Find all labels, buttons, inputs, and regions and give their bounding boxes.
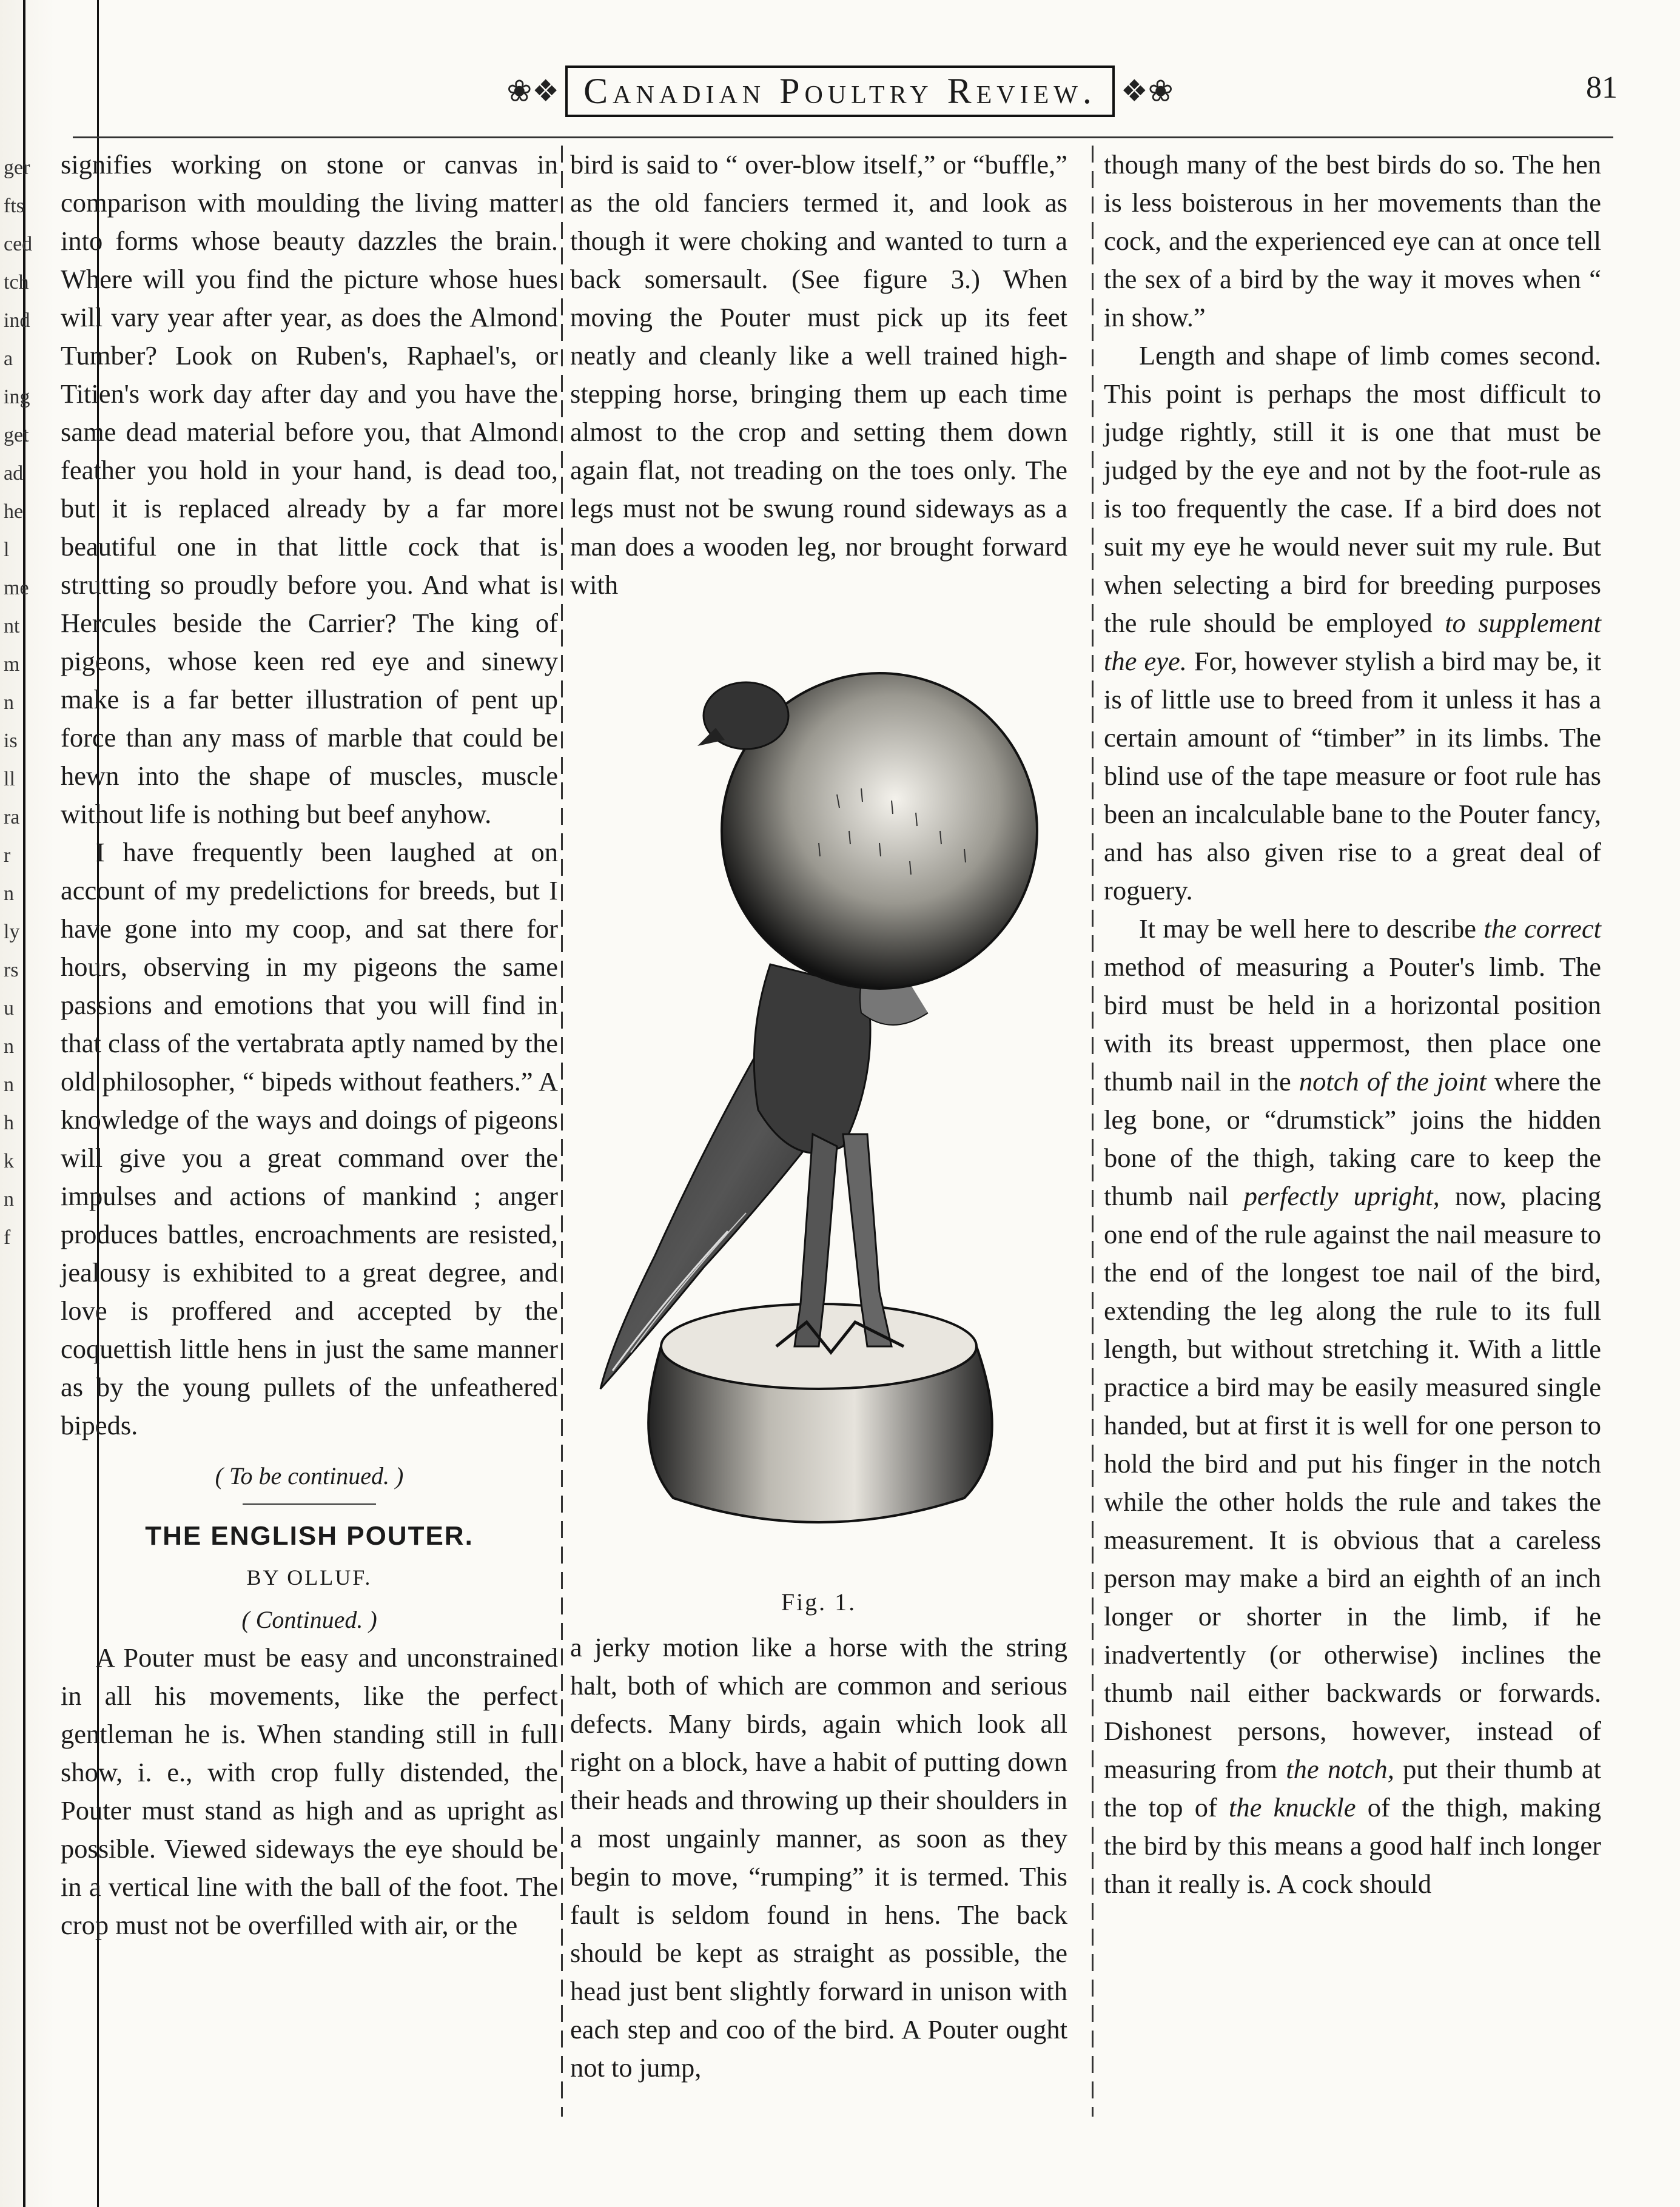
margin-fragment: n (4, 1188, 14, 1211)
col2-paragraph-1: bird is said to “ over-blow itself,” or “buffle,” as the old fanciers termed it, and look as though it were choking and wanted to turn a back somersault. (See figure 3.) When moving the Pouter must pick up its feet neatly and cleanly like a well trained high-stepping horse, bringing them up each time almost to the crop and setting them down again flat, not treading on the toes only. The legs must not be swung round sideways as a man does a wooden leg, nor brought forward with (570, 149, 1067, 600)
margin-fragment: k (4, 1150, 14, 1172)
continued-note: ( Continued. ) (241, 1606, 377, 1633)
col3-p3-text-e: put their thumb at the top of (1104, 1754, 1601, 1822)
margin-fragment: me (4, 577, 29, 599)
ornament-right-icon: ❖❀ (1120, 74, 1174, 108)
column-2-continued (570, 1628, 1067, 2087)
margin-fragment: m (4, 653, 20, 676)
column-3 (1104, 146, 1601, 1903)
margin-fragment: nt (4, 615, 20, 637)
col3-p3-text-b: method of measuring a Pouter's limb. The bird must be held in a horizontal position with its breast uppermost, then place one thumb nail in the (1104, 952, 1601, 1097)
margin-fragment: fts (4, 195, 24, 217)
col3-p3-emphasis-5: the knuckle (1229, 1792, 1356, 1822)
margin-fragment: n (4, 882, 14, 905)
margin-fragment: tch (4, 271, 29, 294)
margin-fragment: ly (4, 921, 20, 943)
page-number: 81 (1586, 70, 1618, 105)
column-divider-1 (561, 146, 563, 2117)
column-divider-2 (1092, 146, 1094, 2117)
col3-p3-text-c: where the leg bone, or “drumstick” joins the hidden bone of the thigh, taking care to keep the thumb nail (1104, 1066, 1602, 1211)
col3-p3-emphasis-3: perfectly upright, (1243, 1181, 1440, 1211)
pouter-pigeon-illustration (576, 649, 1061, 1583)
article-title: THE ENGLISH POUTER. (145, 1521, 474, 1551)
col3-p3-text-d: now, placing one end of the rule against the nail measure to the end of the longest toe nail of the bird, extending the leg along the rule to its full length, but without stretching it. With a little practice a bird may be easily measured single handed, but at first it is well for one person to hold the bird and put his finger in the notch while the other holds the rule and takes the measurement. It is obvious that a careless person may make a bird an eighth of an inch longer or shorter in the limb, if he inadvertently (or otherwise) inclines the thumb nail either backwards or forwards. Dishonest persons, however, instead of measuring from (1104, 1181, 1601, 1784)
to-be-continued-note: ( To be continued. ) (215, 1462, 404, 1490)
margin-fragment: n (4, 691, 14, 714)
margin-fragment: f (4, 1226, 11, 1249)
margin-fragment: ced (4, 233, 33, 255)
margin-fragment: a (4, 348, 13, 370)
col3-paragraph-2 (1104, 337, 1601, 910)
column-1 (61, 146, 558, 1944)
ornament-left-icon: ❀❖ (506, 74, 560, 108)
masthead-title: Canadian Poultry Review. (565, 66, 1115, 117)
margin-fragment: ind (4, 309, 30, 332)
margin-fragment: he (4, 500, 24, 523)
col3-p3-text-f: of the thigh, making the bird by this means a good half inch longer than it really is. A cock should (1104, 1792, 1601, 1899)
col3-paragraph-3 (1104, 910, 1601, 1903)
article-byline: BY OLLUF. (246, 1565, 372, 1590)
column-2 (570, 146, 1067, 604)
margin-fragment: u (4, 997, 14, 1020)
margin-fragment: ra (4, 806, 20, 828)
col1-paragraph-3: A Pouter must be easy and unconstrained in all his movements, like the perfect gentleman he is. When standing still in full show, i. e., with crop fully distended, the Pouter must stand as high and as upright as possible. Viewed sideways the eye should be in a vertical line with the ball of the foot. The crop must not be overfilled with air, or the (61, 1642, 558, 1940)
col3-p2-text-a: Length and shape of limb comes second. This point is perhaps the most difficult to judge rightly, still it is one that must be judged by the eye and not by the foot-rule as is too frequently the case. If a bird does not suit my eye he would never suit my rule. But when selecting a bird for breeding purposes the rule should be employed (1104, 340, 1601, 638)
col3-paragraph-1: though many of the best birds do so. The hen is less boisterous in her movements than the cock, and the experienced eye can at once tell the sex of a bird by the way it moves when “ in show.” (1104, 149, 1601, 332)
margin-fragment: l (4, 539, 10, 561)
col3-p3-emphasis-4: the notch, (1286, 1754, 1394, 1784)
col2-paragraph-2: a jerky motion like a horse with the string halt, both of which are common and serious defects. Many birds, again which look all right on a block, have a habit of putting down their heads and throwing up their shoulders in a most ungainly manner, as soon as they begin to move, “rumping” it is termed. This fault is seldom found in hens. The back should be kept as straight as possible, the head just bent slightly forward in unison with each step and coo of the bird. A Pouter ought not to jump, (570, 1632, 1067, 2083)
col3-p2-text-b: For, however stylish a bird may be, it is of little use to breed from it unless it has a certain amount of “timber” in its limbs. The blind use of the tape measure or foot rule has been an incalculable bane to the Pouter fancy, and has also given rise to a great deal of roguery. (1104, 646, 1601, 905)
margin-fragment: ger (4, 156, 30, 179)
margin-fragment: ad (4, 462, 24, 485)
masthead-header (506, 58, 1174, 124)
margin-fragment: ing (4, 386, 30, 408)
margin-fragment: h (4, 1112, 14, 1134)
margin-fragment: get (4, 424, 29, 446)
section-rule (243, 1503, 376, 1505)
margin-fragment: rs (4, 959, 19, 981)
col1-paragraph-1: signifies working on stone or canvas in comparison with moulding the living matter into forms whose beauty dazzles the brain. Where will you find the picture whose hues will vary year after year, as does the Almond Tumber? Look on Ruben's, Raphael's, or Titien's work day after day and you have the same dead material before you, that Almond feather you hold in your hand, is dead too, but it is replaced already by a far more beautiful one in that little cock that is strutting so proudly before you. And what is Hercules beside the Carrier? The king of pigeons, whose keen red eye and sinewy make is a far better illustration of pent up force than any mass of marble that could be hewn into the shape of muscles, muscle without life is nothing but beef anyhow. (61, 149, 558, 829)
col3-p3-emphasis-1: the correct (1483, 913, 1601, 944)
margin-fragment: n (4, 1073, 14, 1096)
figure-caption: Fig. 1. (781, 1588, 857, 1616)
col1-paragraph-2: I have frequently been laughed at on account of my predelictions for breeds, but I have gone into my coop, and sat there for hours, observing in my pigeons the same passions and emotions that you will find in that class of the vertabrata aptly named by the old philosopher, “ bipeds without feathers.” A knowledge of the ways and doings of pigeons will give you a great command over the impulses and actions of mankind ; anger produces battles, encroachments are resisted, jealousy is exhibited to a great degree, and love is proffered and accepted by the coquettish little hens in just the same manner as by the young pullets of the unfeathered bipeds. (61, 837, 558, 1440)
header-rule (73, 136, 1613, 138)
margin-fragment: ll (4, 768, 15, 790)
margin-fragment: r (4, 844, 11, 867)
col3-p2-emphasis: to supplement the eye. (1104, 608, 1601, 676)
col3-p3-text-a: It may be well here to describe (1138, 913, 1484, 944)
col3-p3-emphasis-2: notch of the joint (1299, 1066, 1487, 1097)
margin-fragment: is (4, 730, 18, 752)
margin-fragment: n (4, 1035, 14, 1058)
